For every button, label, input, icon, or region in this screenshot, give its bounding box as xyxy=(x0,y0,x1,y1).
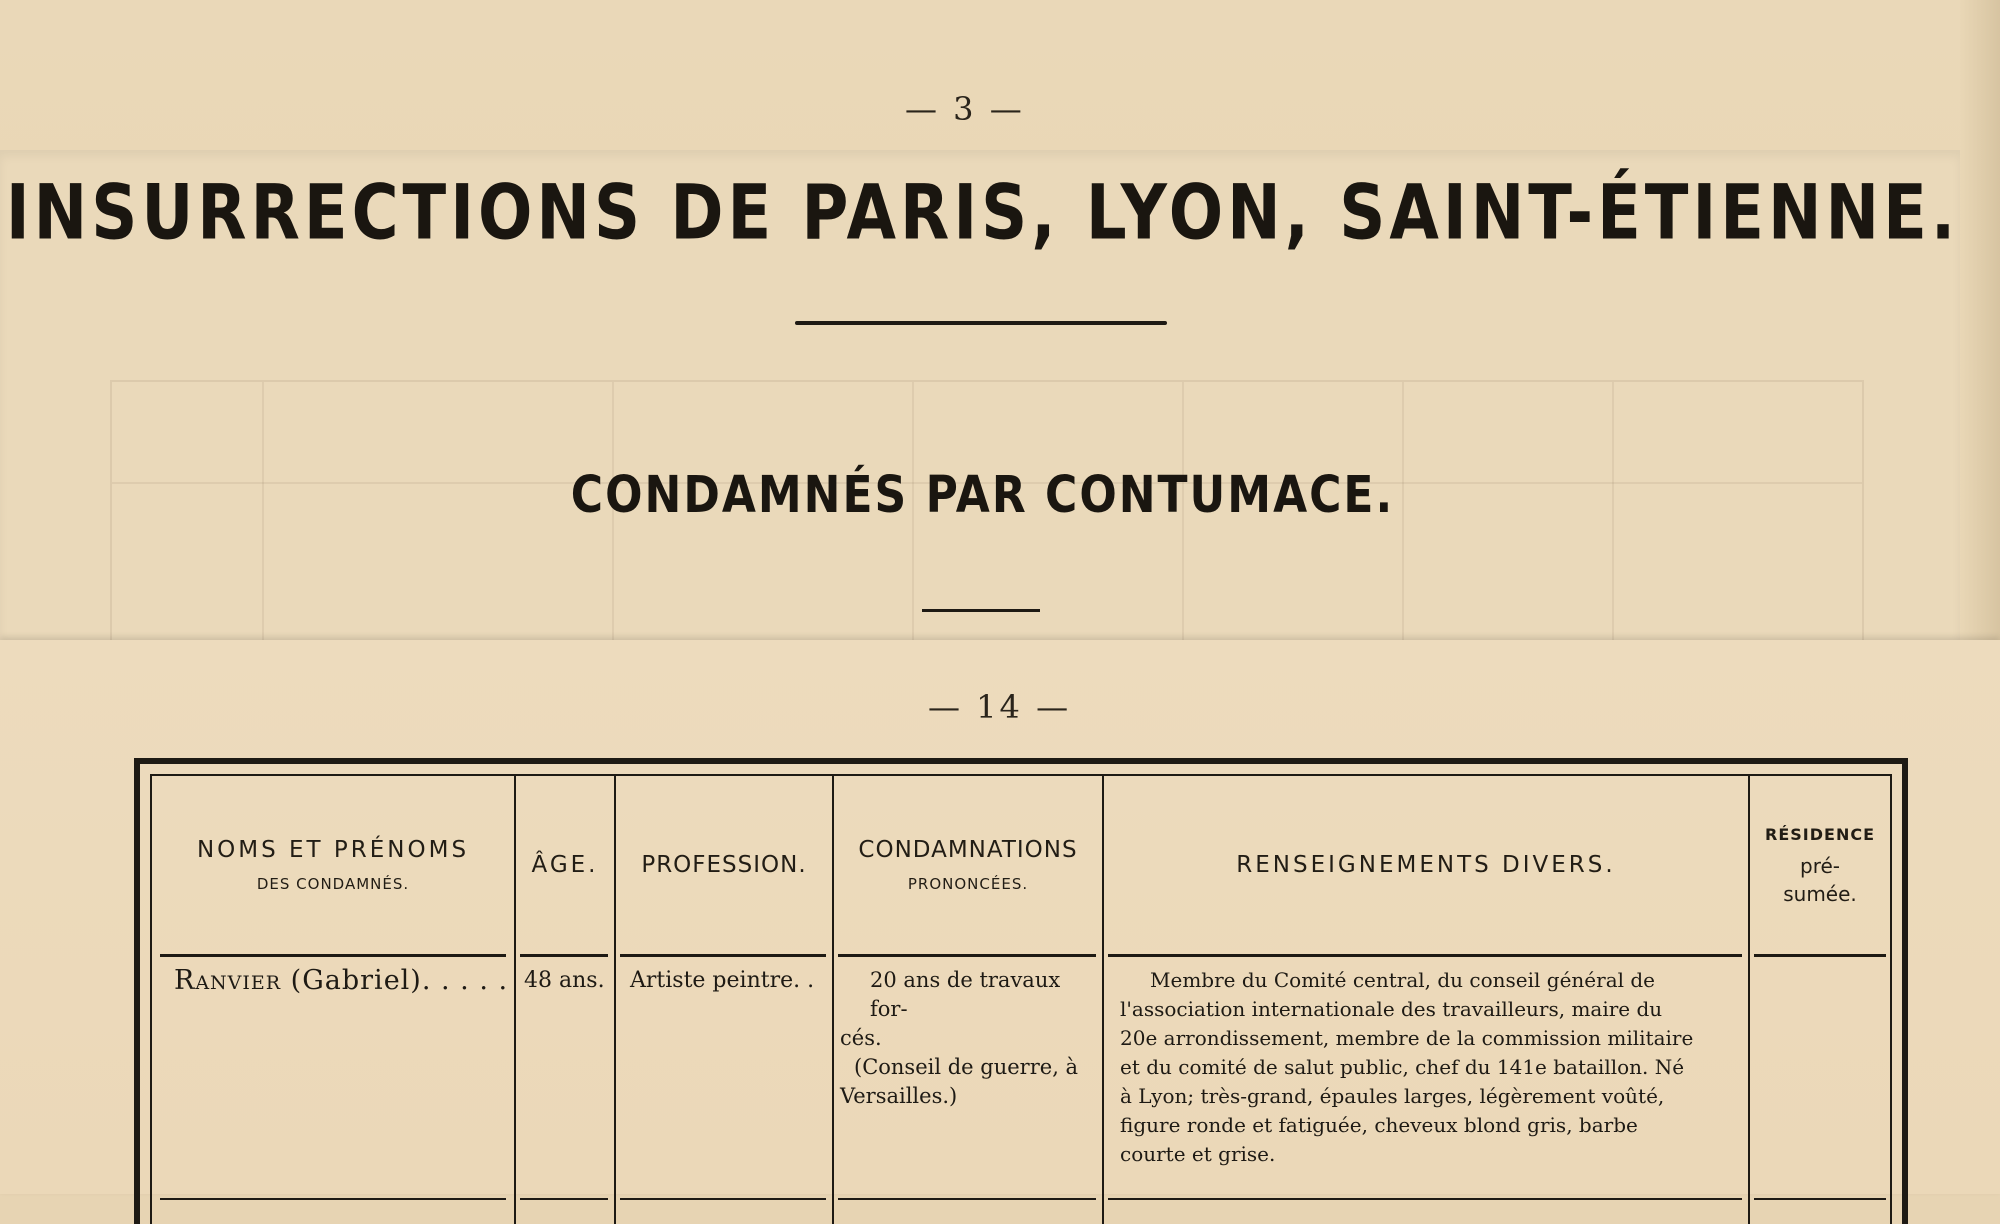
header-condemnations xyxy=(834,776,1102,954)
table-row-info xyxy=(1120,966,1732,1169)
condemnation-line: Versailles.) xyxy=(840,1084,958,1108)
table-inner xyxy=(150,774,1892,1224)
header-rule xyxy=(838,954,1096,957)
header-info-label: RENSEIGNEMENTS DIVERS. xyxy=(1236,852,1616,878)
info-line: 20e arrondissement, membre de la commission militaire xyxy=(1120,1026,1694,1050)
subtitle-rule xyxy=(922,609,1040,612)
condemnation-line: (Conseil de guerre, à xyxy=(854,1055,1079,1079)
header-rule xyxy=(1108,954,1742,957)
given-name: (Gabriel). . . . . xyxy=(290,965,509,996)
info-line: figure ronde et fatiguée, cheveux blond gris, barbe xyxy=(1120,1113,1638,1137)
condemnation-line: cés. xyxy=(840,1026,882,1050)
table-row-condemnation xyxy=(840,966,1098,1111)
document-title: INSURRECTIONS DE PARIS, LYON, SAINT-ÉTIENNE. xyxy=(5,170,1960,258)
header-condemnations-main: CONDAMNATIONS xyxy=(858,837,1078,863)
header-names-sub: DES CONDAMNÉS. xyxy=(256,875,410,893)
info-line: l'association internationale des travailleurs, maire du xyxy=(1120,997,1663,1021)
info-line: à Lyon; très-grand, épaules larges, légèrement voûté, xyxy=(1120,1084,1665,1108)
page-edge xyxy=(1960,0,2000,640)
header-age xyxy=(516,776,614,954)
header-condemnations-sub: PRONONCÉES. xyxy=(907,875,1029,893)
title-rule xyxy=(795,321,1167,325)
header-profession xyxy=(616,776,832,954)
info-line: Membre du Comité central, du conseil général de xyxy=(1150,968,1656,992)
header-names-main: NOMS ET PRÉNOMS xyxy=(196,837,470,863)
convicts-table xyxy=(134,758,1908,1224)
info-line: et du comité de salut public, chef du 141e bataillon. Né xyxy=(1120,1055,1685,1079)
row-rule xyxy=(1108,1198,1742,1200)
page-number-bottom: — 14 — xyxy=(928,688,1072,726)
table-row-name xyxy=(174,966,510,995)
header-rule xyxy=(620,954,826,957)
header-rule xyxy=(160,954,506,957)
header-residence xyxy=(1750,776,1890,954)
condemnation-line: 20 ans de travaux for- xyxy=(870,968,1061,1021)
row-rule xyxy=(620,1198,826,1200)
header-names xyxy=(152,776,514,954)
table-row-age: 48 ans. xyxy=(524,968,605,993)
header-info xyxy=(1104,776,1748,954)
header-residence-2: pré- xyxy=(1800,853,1840,878)
row-rule xyxy=(1754,1198,1886,1200)
row-rule xyxy=(838,1198,1096,1200)
table-row-profession: Artiste peintre. . xyxy=(630,968,815,993)
surname: Ranvier xyxy=(174,965,282,996)
header-profession-label: PROFESSION. xyxy=(641,852,807,878)
page-number-top: — 3 — xyxy=(905,90,1025,128)
info-line: courte et grise. xyxy=(1120,1142,1276,1166)
header-rule xyxy=(520,954,608,957)
document-subtitle: CONDAMNÉS PAR CONTUMACE. xyxy=(570,466,1395,525)
row-rule xyxy=(520,1198,608,1200)
header-age-label: ÂGE. xyxy=(531,852,599,878)
row-rule xyxy=(160,1198,506,1200)
header-residence-1: RÉSIDENCE xyxy=(1765,824,1875,844)
header-residence-3: sumée. xyxy=(1783,881,1857,906)
header-rule xyxy=(1754,954,1886,957)
